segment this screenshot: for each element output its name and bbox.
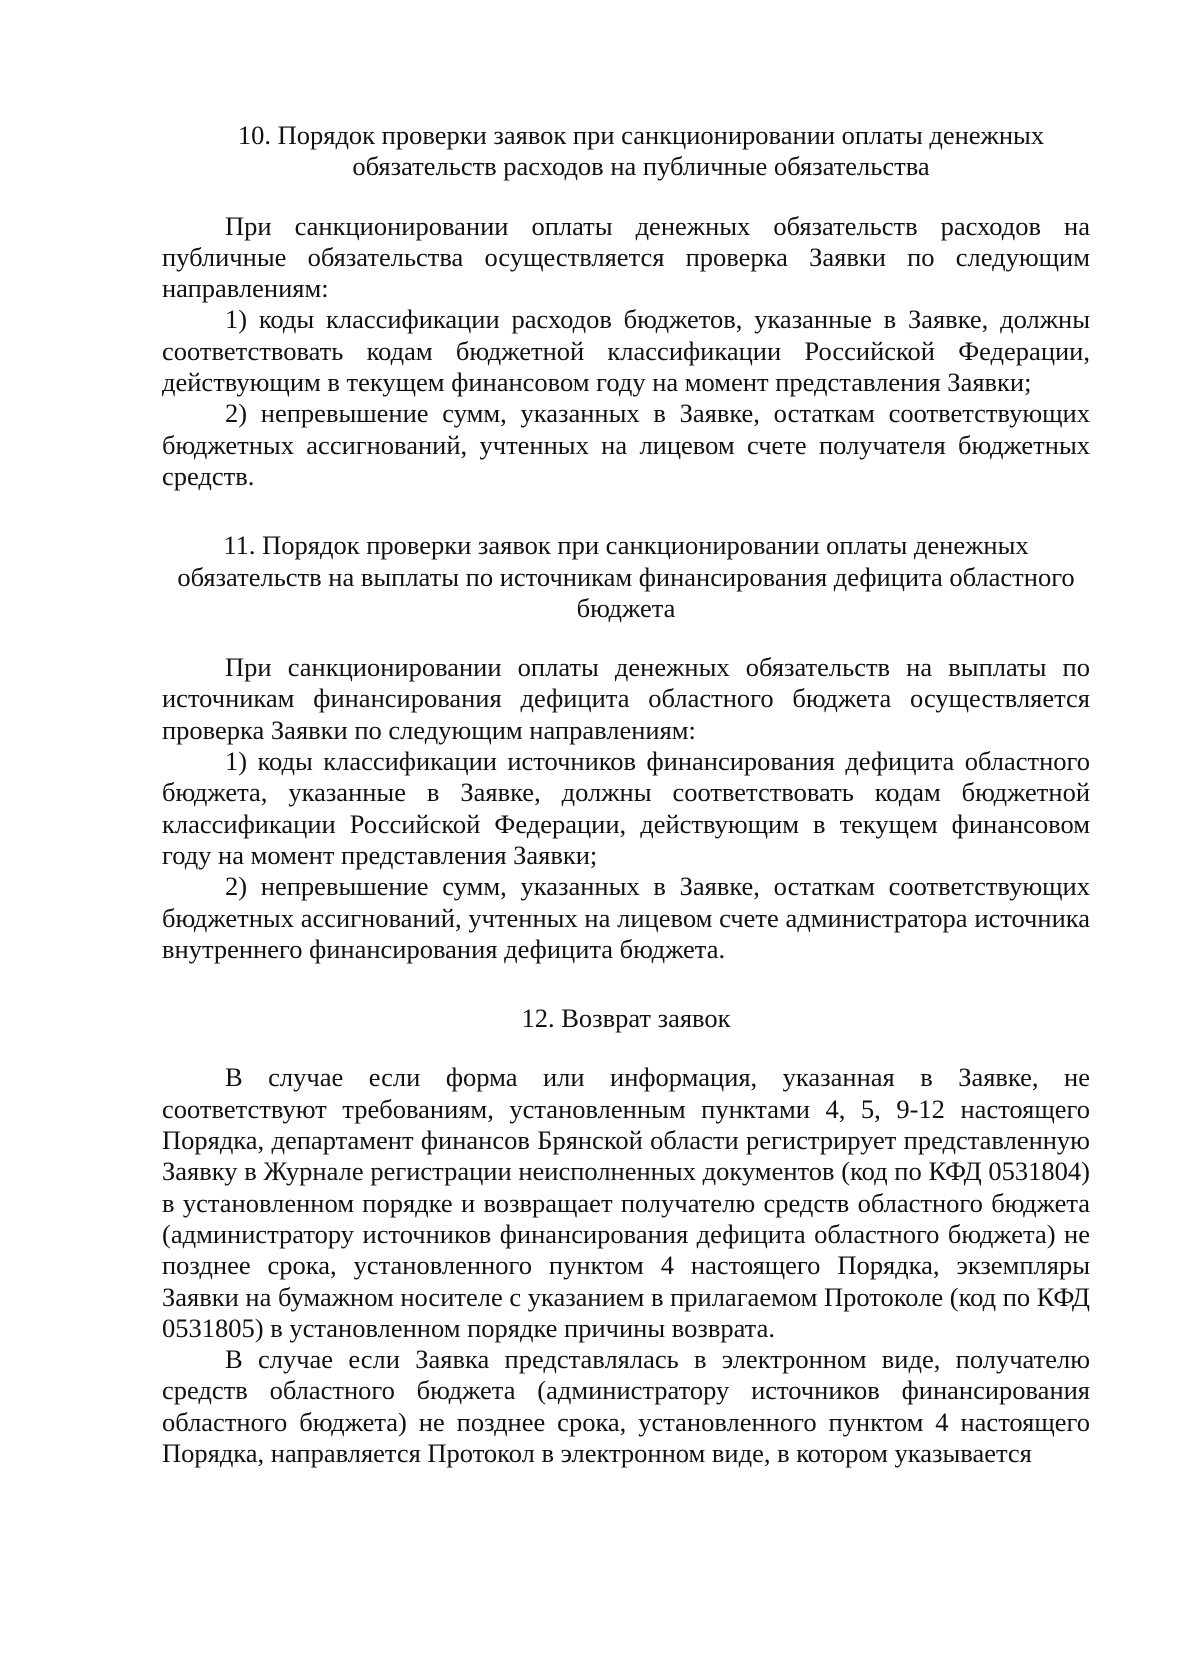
paragraph: 1) коды классификации источников финансирования дефицита областного бюджета, указанные в Заявке, должны соответствовать кодам бюджетной классификации Российской Федерации, действующим в текущем финансовом году на момент представления Заявки; [162, 746, 1090, 870]
paragraph: 2) непревышение сумм, указанных в Заявке, остаткам соответствующих бюджетных ассигнований, учтенных на лицевом счете получателя бюджетных средств. [162, 398, 1090, 491]
paragraph: 1) коды классификации расходов бюджетов, указанные в Заявке, должны соответствовать кодам бюджетной классификации Российской Федерации, действующим в текущем финансовом году на момент представления Заявки; [162, 304, 1090, 398]
section-12 [162, 1003, 1090, 1469]
paragraph: 2) непревышение сумм, указанных в Заявке, остаткам соответствующих бюджетных ассигнований, учтенных на лицевом счете администратора источника внутреннего финансирования дефицита бюджета. [162, 871, 1090, 964]
section-10 [162, 120, 1090, 492]
document-body [162, 120, 1090, 1469]
paragraph: При санкционировании оплаты денежных обязательств на выплаты по источникам финансирования дефицита областного бюджета осуществляется проверка Заявки по следующим направлениям: [162, 652, 1090, 745]
paragraph: В случае если форма или информация, указанная в Заявке, не соответствуют требованиям, установленным пунктами 4, 5, 9-12 настоящего Порядка, департамент финансов Брянской области регистрирует представленную Заявку в Журнале регистрации неисполненных документов (код по КФД 0531804) в установленном порядке и возвращает получателю средств областного бюджета (администратору источников финансирования дефицита областного бюджета) не позднее срока, установленного пунктом 4 настоящего Порядка, экземпляры Заявки на бумажном носителе с указанием в прилагаемом Протоколе (код по КФД 0531805) в установленном порядке причины возврата. [162, 1062, 1091, 1343]
paragraph: В случае если Заявка представлялась в электронном виде, получателю средств областного бюджета (администратору источников финансирования областного бюджета) не позднее срока, установленного пунктом 4 настоящего Порядка, направляется Протокол в электронном виде, в котором указывается [162, 1344, 1090, 1468]
section-11 [162, 530, 1090, 965]
section-heading: 12. Возврат заявок [521, 1003, 731, 1034]
section-heading: 11. Порядок проверки заявок при санкционировании оплаты денежных обязательств на выплаты по источникам финансирования дефицита областного бюджета [177, 530, 1075, 623]
section-heading: 10. Порядок проверки заявок при санкционировании оплаты денежных обязательств расходов на публичные обязательства [237, 120, 1045, 182]
paragraph: При санкционировании оплаты денежных обязательств расходов на публичные обязательства осуществляется проверка Заявки по следующим направлениям: [162, 210, 1090, 304]
